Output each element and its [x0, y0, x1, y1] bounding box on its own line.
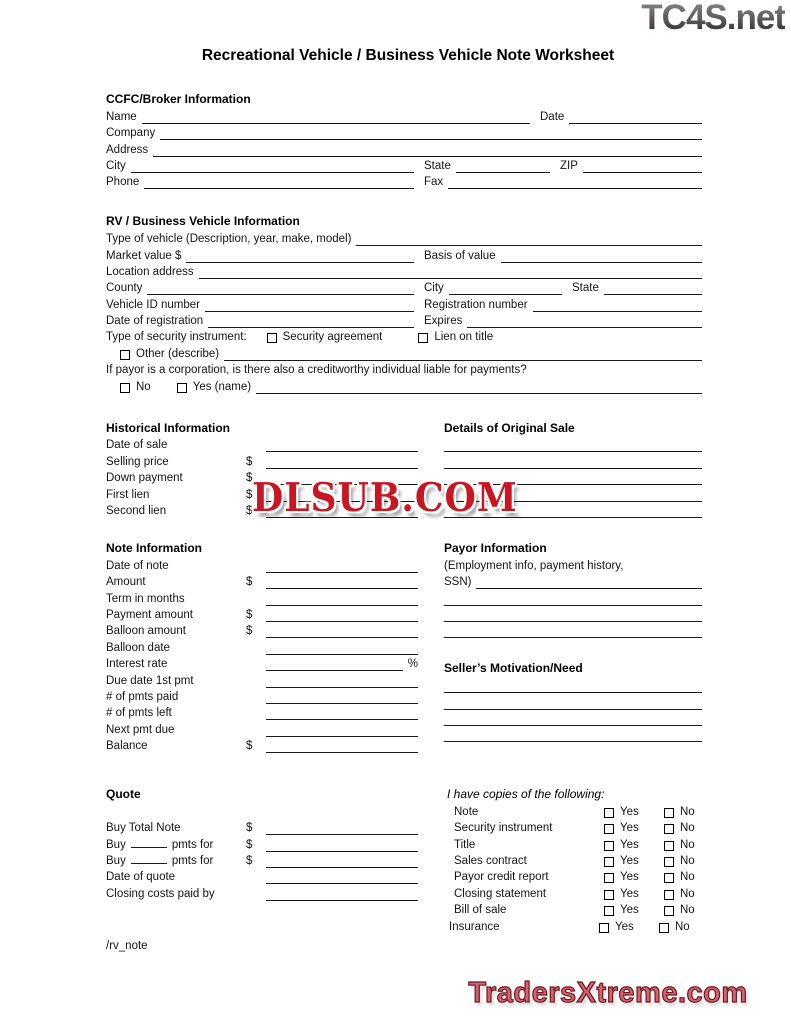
copies-row-security-instrument	[447, 819, 702, 835]
balance-row	[106, 737, 418, 753]
no-label: No	[680, 855, 695, 868]
registration-number-field[interactable]	[533, 309, 702, 312]
original-sale-field[interactable]	[444, 466, 702, 469]
no-checkbox[interactable]	[664, 841, 674, 851]
vehicle-heading: RV / Business Vehicle Information	[106, 214, 300, 229]
form-content	[106, 91, 702, 952]
payor-info-field[interactable]	[444, 619, 702, 622]
dollar-sign: $	[246, 455, 253, 468]
dlsub-watermark: DLSUB.COM	[252, 475, 518, 521]
payor-heading: Payor Information	[444, 540, 547, 555]
yes-checkbox[interactable]	[604, 906, 614, 916]
vehicle-id-label: Vehicle ID number	[106, 298, 200, 311]
name-label: Name	[106, 110, 137, 123]
date-of-quote-label: Date of quote	[106, 871, 176, 884]
registration-date-row	[106, 312, 702, 328]
vehicle-type-field[interactable]	[356, 243, 702, 246]
pmts-count-field[interactable]	[131, 845, 167, 848]
dollar-sign: $	[246, 504, 253, 517]
other-describe-row	[106, 344, 702, 360]
balloon-amount-field[interactable]	[266, 635, 418, 638]
payor-info-field[interactable]	[476, 586, 702, 589]
first-lien-label: First lien	[106, 488, 150, 501]
buy-pmts-amount-field[interactable]	[266, 865, 418, 868]
seller-motivation-block	[444, 660, 702, 742]
copies-row-closing-statement	[447, 884, 702, 900]
payor-line-row	[444, 622, 702, 638]
vehicle-city-label: City	[424, 282, 444, 295]
payment-amount-row	[106, 606, 418, 622]
interest-rate-label: Interest rate	[106, 658, 168, 671]
selling-price-row	[106, 452, 418, 468]
payor-note-text: (Employment info, payment history,	[444, 559, 624, 572]
no-label: No	[680, 887, 695, 900]
yes-label: Yes	[620, 822, 639, 835]
term-field[interactable]	[266, 603, 418, 606]
buy-total-note-row	[106, 819, 418, 835]
broker-heading: CCFC/Broker Information	[106, 92, 251, 106]
date-of-note-field[interactable]	[266, 570, 418, 573]
city-label: City	[106, 159, 126, 172]
note-section	[106, 540, 702, 753]
percent-sign: %	[407, 658, 418, 671]
balloon-amount-row	[106, 622, 418, 638]
original-sale-heading: Details of Original Sale	[444, 420, 575, 435]
original-sale-field[interactable]	[444, 449, 702, 452]
date-of-registration-field[interactable]	[208, 325, 414, 328]
date-of-note-row	[106, 556, 418, 572]
amount-label: Amount	[106, 576, 146, 589]
county-label: County	[106, 282, 143, 295]
yes-checkbox[interactable]	[604, 890, 614, 900]
down-payment-label: Down payment	[106, 472, 183, 485]
basis-of-value-field[interactable]	[501, 260, 702, 263]
pmts-paid-label: # of pmts paid	[106, 690, 179, 703]
copies-row-sales-contract	[447, 852, 702, 868]
dollar-sign: $	[246, 740, 253, 753]
vehicle-section	[106, 213, 702, 393]
copies-column	[447, 786, 702, 934]
due-date-field[interactable]	[266, 685, 418, 688]
corporation-question-text: If payor is a corporation, is there also a creditworthy individual liable for payments?	[106, 364, 527, 377]
company-field[interactable]	[160, 137, 702, 140]
zip-label: ZIP	[560, 159, 578, 172]
balloon-date-row	[106, 638, 418, 654]
copies-row-payor-credit-report	[447, 868, 702, 884]
selling-price-field[interactable]	[266, 466, 418, 469]
payment-amount-label: Payment amount	[106, 608, 193, 621]
yes-checkbox[interactable]	[599, 923, 609, 933]
pmts-left-row	[106, 704, 418, 720]
state-label: State	[424, 159, 451, 172]
no-label: No	[680, 805, 695, 818]
copies-item-label: Sales contract	[454, 855, 527, 868]
yes-label: Yes	[620, 871, 639, 884]
no-checkbox[interactable]	[664, 890, 674, 900]
market-value-label: Market value $	[106, 249, 182, 262]
amount-field[interactable]	[266, 586, 418, 589]
dollar-sign: $	[246, 576, 253, 589]
copies-row-title	[447, 835, 702, 851]
balloon-date-field[interactable]	[266, 652, 418, 655]
no-label: No	[680, 904, 695, 917]
seller-line-row	[444, 693, 702, 709]
no-checkbox[interactable]	[664, 906, 674, 916]
buy-pmts-row	[106, 852, 418, 868]
other-describe-label: Other (describe)	[136, 347, 220, 360]
date-of-registration-label: Date of registration	[106, 315, 204, 328]
vin-row	[106, 295, 702, 311]
copies-row-insurance	[447, 917, 702, 933]
dollar-sign: $	[246, 472, 253, 485]
buy-total-note-label: Buy Total Note	[106, 822, 181, 835]
date-of-sale-row	[106, 436, 418, 452]
address-field[interactable]	[153, 154, 702, 157]
closing-costs-label: Closing costs paid by	[106, 887, 215, 900]
broker-section	[106, 91, 702, 189]
next-pmt-row	[106, 720, 418, 736]
lien-on-title-checkbox[interactable]	[418, 333, 428, 343]
seller-line-row	[444, 677, 702, 693]
vehicle-id-field[interactable]	[205, 309, 414, 312]
corporation-answer-row	[106, 377, 702, 393]
broker-city-row	[106, 157, 702, 173]
broker-phone-row	[106, 173, 702, 189]
quote-spacer-row	[106, 802, 418, 818]
basis-of-value-label: Basis of value	[424, 249, 496, 262]
quote-heading: Quote	[106, 787, 141, 802]
yes-label: Yes	[620, 904, 639, 917]
market-value-row	[106, 246, 702, 262]
name-field[interactable]	[142, 121, 530, 124]
yes-label: Yes	[620, 805, 639, 818]
buy-pmts-row	[106, 835, 418, 851]
dollar-sign: $	[246, 855, 253, 868]
no-checkbox[interactable]	[664, 808, 674, 818]
yes-name-label: Yes (name)	[192, 380, 252, 393]
vehicle-type-row	[106, 230, 702, 246]
pmts-left-label: # of pmts left	[106, 707, 172, 720]
payor-line-row	[444, 606, 702, 622]
balloon-amount-label: Balloon amount	[106, 625, 186, 638]
no-checkbox[interactable]	[664, 873, 674, 883]
copies-item-label: Title	[454, 838, 476, 851]
copies-heading: I have copies of the following:	[447, 787, 605, 802]
yes-checkbox[interactable]	[604, 857, 614, 867]
seller-motivation-field[interactable]	[444, 739, 702, 742]
lien-on-title-label: Lien on title	[434, 331, 494, 344]
buy-total-note-field[interactable]	[266, 832, 418, 835]
broker-company-row	[106, 124, 702, 140]
pmts-paid-row	[106, 688, 418, 704]
interest-rate-row	[106, 655, 418, 671]
dollar-sign: $	[246, 838, 253, 851]
location-row	[106, 263, 702, 279]
yes-checkbox[interactable]	[177, 383, 187, 393]
date-of-note-label: Date of note	[106, 559, 169, 572]
date-of-sale-label: Date of sale	[106, 439, 168, 452]
balance-label: Balance	[106, 740, 148, 753]
security-instrument-row	[106, 328, 702, 344]
county-row	[106, 279, 702, 295]
vehicle-type-label: Type of vehicle (Description, year, make, model)	[106, 233, 352, 246]
address-label: Address	[106, 143, 149, 156]
corporation-question-row	[106, 361, 702, 377]
historical-heading: Historical Information	[106, 420, 231, 435]
dollar-sign: $	[246, 608, 253, 621]
seller-line-row	[444, 726, 702, 742]
due-date-row	[106, 671, 418, 687]
balloon-date-label: Balloon date	[106, 641, 170, 654]
fax-label: Fax	[424, 176, 444, 189]
expires-field[interactable]	[467, 325, 702, 328]
payor-info-field[interactable]	[444, 635, 702, 638]
interest-rate-field[interactable]	[266, 668, 403, 671]
no-checkbox[interactable]	[664, 857, 674, 867]
pmts-left-field[interactable]	[266, 717, 418, 720]
copies-row-note	[447, 802, 702, 818]
note-heading: Note Information	[106, 540, 202, 555]
security-agreement-checkbox[interactable]	[267, 333, 277, 343]
original-sale-line-row	[444, 436, 702, 452]
seller-motivation-field[interactable]	[444, 707, 702, 710]
buy-pmts-amount-field[interactable]	[266, 849, 418, 852]
seller-motivation-field[interactable]	[444, 723, 702, 726]
other-describe-field[interactable]	[224, 358, 702, 361]
term-label: Term in months	[106, 592, 185, 605]
dollar-sign: $	[246, 488, 253, 501]
yes-label: Yes	[620, 838, 639, 851]
yes-checkbox[interactable]	[604, 873, 614, 883]
tc4s-logo: TC4S.net	[641, 0, 785, 37]
payment-amount-field[interactable]	[266, 619, 418, 622]
amount-row	[106, 573, 418, 589]
copies-item-label: Bill of sale	[454, 904, 507, 917]
note-column	[106, 540, 418, 753]
no-label: No	[680, 871, 695, 884]
phone-field[interactable]	[144, 186, 414, 189]
market-value-field[interactable]	[186, 260, 414, 263]
payor-ssn-label: SSN)	[444, 576, 472, 589]
original-sale-line-row	[444, 452, 702, 468]
date-of-sale-field[interactable]	[266, 449, 418, 452]
no-label: No	[136, 380, 151, 393]
broker-address-row	[106, 140, 702, 156]
buy-pmts-label: Buy pmts for	[106, 855, 214, 868]
date-field[interactable]	[569, 121, 702, 124]
copies-item-label: Payor credit report	[454, 871, 549, 884]
no-checkbox[interactable]	[120, 383, 130, 393]
payor-info-field[interactable]	[444, 603, 702, 606]
tradersxtreme-logo: TradersXtreme.com	[468, 977, 748, 1009]
no-checkbox[interactable]	[659, 923, 669, 933]
copies-item-label: Security instrument	[454, 822, 553, 835]
copies-item-label: Insurance	[449, 920, 500, 933]
second-lien-label: Second lien	[106, 504, 167, 517]
location-field[interactable]	[199, 276, 702, 279]
next-pmt-label: Next pmt due	[106, 723, 175, 736]
other-checkbox[interactable]	[120, 350, 130, 360]
date-of-quote-row	[106, 868, 418, 884]
balance-field[interactable]	[266, 750, 418, 753]
security-agreement-label: Security agreement	[282, 331, 383, 344]
vehicle-state-label: State	[572, 282, 599, 295]
quote-section	[106, 786, 702, 934]
yes-checkbox[interactable]	[604, 841, 614, 851]
form-code: /rv_note	[106, 939, 148, 952]
quote-column	[106, 786, 418, 901]
pmts-count-field[interactable]	[131, 861, 167, 864]
broker-name-row	[106, 107, 702, 123]
seller-motivation-field[interactable]	[444, 690, 702, 693]
seller-motivation-heading: Seller’s Motivation/Need	[444, 661, 583, 676]
location-label: Location address	[106, 265, 194, 278]
dollar-sign: $	[246, 625, 253, 638]
payor-ssn-row	[444, 573, 702, 589]
date-of-quote-field[interactable]	[266, 881, 418, 884]
seller-line-row	[444, 710, 702, 726]
payor-line-row	[444, 589, 702, 605]
payor-note-row	[444, 556, 702, 572]
closing-costs-row	[106, 884, 418, 900]
company-label: Company	[106, 127, 156, 140]
no-label: No	[680, 838, 695, 851]
copies-item-label: Closing statement	[454, 887, 547, 900]
term-row	[106, 589, 418, 605]
copies-row-bill-of-sale	[447, 901, 702, 917]
pmts-paid-field[interactable]	[266, 701, 418, 704]
selling-price-label: Selling price	[106, 455, 169, 468]
yes-checkbox[interactable]	[604, 808, 614, 818]
registration-number-label: Registration number	[424, 298, 528, 311]
yes-checkbox[interactable]	[604, 824, 614, 834]
closing-costs-field[interactable]	[266, 898, 418, 901]
yes-label: Yes	[615, 920, 634, 933]
yes-label: Yes	[620, 887, 639, 900]
copies-item-label: Note	[454, 805, 479, 818]
no-label: No	[675, 920, 690, 933]
yes-label: Yes	[620, 855, 639, 868]
security-instrument-label: Type of security instrument:	[106, 331, 247, 344]
county-field[interactable]	[147, 292, 414, 295]
no-checkbox[interactable]	[664, 824, 674, 834]
due-date-label: Due date 1st pmt	[106, 674, 194, 687]
no-label: No	[680, 822, 695, 835]
yes-name-field[interactable]	[256, 391, 702, 394]
page-title: Recreational Vehicle / Business Vehicle Note Worksheet	[201, 47, 615, 64]
date-label: Date	[540, 110, 565, 123]
state-field[interactable]	[456, 170, 550, 173]
vehicle-state-field[interactable]	[604, 292, 702, 295]
fax-field[interactable]	[448, 186, 702, 189]
next-pmt-field[interactable]	[266, 734, 418, 737]
expires-label: Expires	[424, 315, 463, 328]
phone-label: Phone	[106, 176, 140, 189]
zip-field[interactable]	[583, 170, 702, 173]
buy-pmts-label: Buy pmts for	[106, 838, 214, 851]
payor-column	[444, 540, 702, 742]
dollar-sign: $	[246, 822, 253, 835]
vehicle-city-field[interactable]	[449, 292, 562, 295]
city-field[interactable]	[131, 170, 414, 173]
